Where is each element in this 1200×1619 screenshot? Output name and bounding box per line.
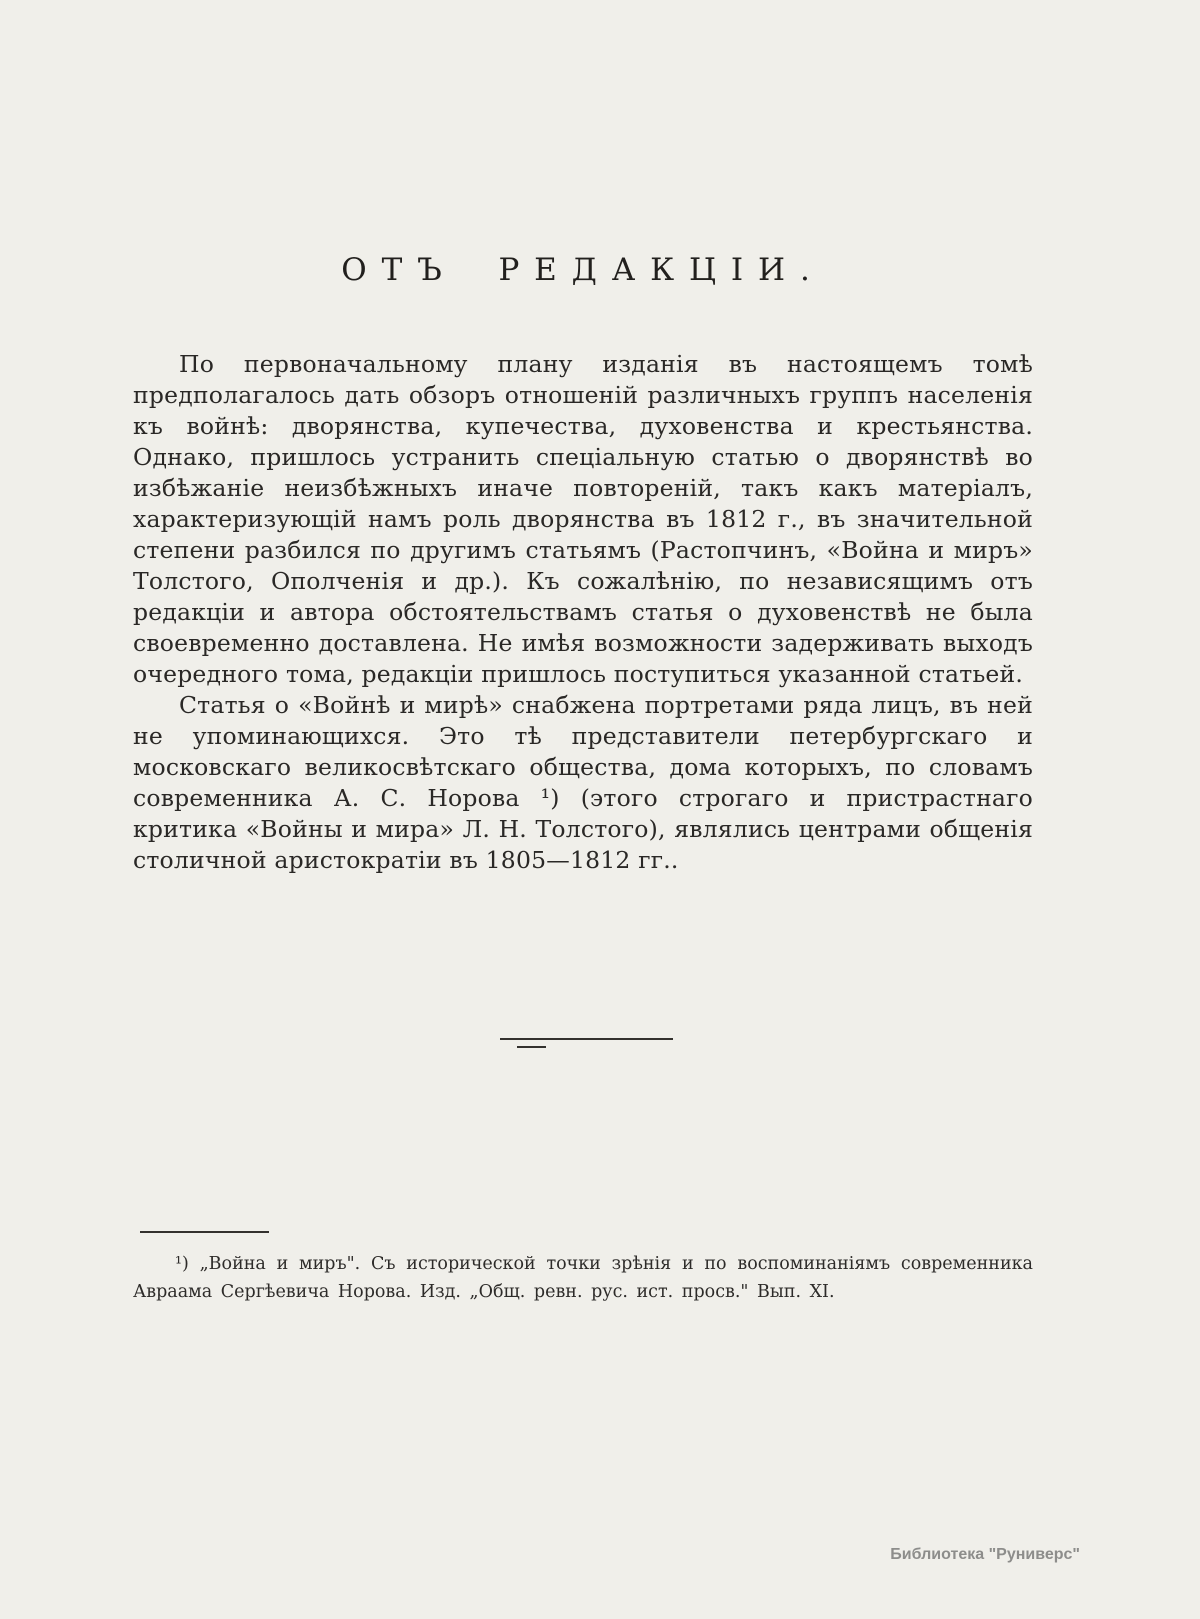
library-watermark: Библиотека "Руниверс": [890, 1546, 1080, 1563]
paragraph-1: По первоначальному плану изданія въ настоящемъ томѣ предполагалось дать обзоръ отношеній различныхъ группъ населенія къ войнѣ: дворянства, купечества, духовенства и крестьянства. Однако, пришлось устранить спеціальную статью о дворянствѣ во избѣжаніе неизбѣжныхъ иначе повтореній, такъ какъ матеріалъ, характеризующій намъ роль дворянства въ 1812 г., въ значительной степени разбился по другимъ статьямъ (Растопчинъ, «Война и миръ» Толстого, Ополченія и др.). Къ сожалѣнію, по независящимъ отъ редакціи и автора обстоятельствамъ статья о духовенствѣ не была своевременно доставлена. Не имѣя возможности задерживать выходъ очередного тома, редакціи пришлось поступиться указанной статьей.: [133, 350, 1033, 688]
body-text: [133, 349, 1033, 876]
paragraph-2: Статья о «Войнѣ и мирѣ» снабжена портретами ряда лицъ, въ ней не упоминающихся. Это тѣ представители петербургскаго и московскаго великосвѣтскаго общества, дома которыхъ, по словамъ современника А. С. Норова ¹) (этого строгаго и пристрастнаго критика «Войны и мира» Л. Н. Толстого), являлись центрами общенія столичной аристократіи въ 1805—1812 гг..: [133, 691, 1033, 874]
footnote-text: „Война и миръ". Съ исторической точки зрѣнія и по воспоминаніямъ современника Авраама Сергѣевича Норова. Изд. „Общ. ревн. рус. ист. просв." Вып. XI.: [133, 1254, 1033, 1302]
divider-rule-long: [500, 1038, 673, 1040]
footnote: [133, 1250, 1033, 1306]
divider-rule-short: [517, 1046, 546, 1048]
page-title: ОТЪ РЕДАКЦІИ.: [341, 252, 825, 288]
footnote-marker: ¹): [175, 1254, 189, 1274]
footnote-separator: [140, 1231, 269, 1233]
